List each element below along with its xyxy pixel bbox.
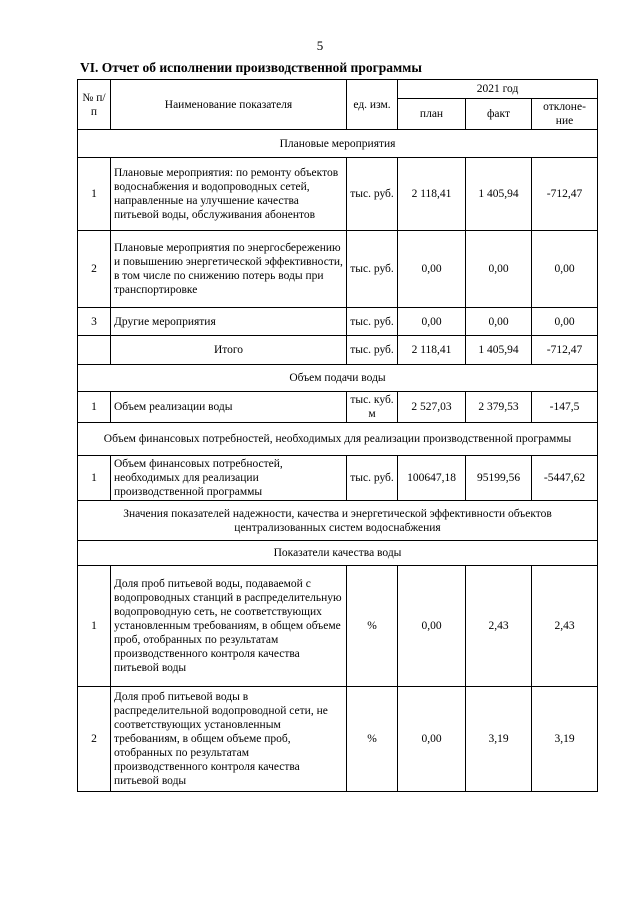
row-unit: тыс. руб. bbox=[347, 231, 398, 308]
section-title-finance: Объем финансовых потребностей, необходимых для реализации производственной программы bbox=[78, 423, 598, 456]
row-plan: 2 118,41 bbox=[398, 158, 466, 231]
table-row bbox=[78, 158, 598, 231]
row-name: Доля проб питьевой воды, подаваемой с водопроводных станций в распределительную водопроводную сеть, не соответствующих установленным требованиям, в общем объеме проб, отобранных по результатам производственного контроля качества питьевой воды bbox=[111, 566, 347, 687]
table-row-total bbox=[78, 336, 598, 365]
row-no: 1 bbox=[78, 456, 111, 501]
section-title-supply: Объем подачи воды bbox=[78, 365, 598, 392]
year-header: 2021 год bbox=[398, 80, 598, 99]
report-table bbox=[77, 79, 598, 792]
row-fact: 0,00 bbox=[466, 308, 532, 336]
row-unit: тыс. руб. bbox=[347, 336, 398, 365]
table-row bbox=[78, 687, 598, 792]
row-no: 2 bbox=[78, 231, 111, 308]
row-fact: 95199,56 bbox=[466, 456, 532, 501]
row-fact: 0,00 bbox=[466, 231, 532, 308]
row-plan: 0,00 bbox=[398, 308, 466, 336]
row-name: Итого bbox=[111, 336, 347, 365]
row-unit: тыс. руб. bbox=[347, 158, 398, 231]
row-no: 1 bbox=[78, 392, 111, 423]
row-no bbox=[78, 336, 111, 365]
row-no: 2 bbox=[78, 687, 111, 792]
row-unit: тыс. руб. bbox=[347, 456, 398, 501]
section-row bbox=[78, 423, 598, 456]
row-name: Плановые мероприятия: по ремонту объектов водоснабжения и водопроводных сетей, направленные на улучшение качества питьевой воды, обслуживания абонентов bbox=[111, 158, 347, 231]
col-no-header: № п/п bbox=[78, 80, 111, 130]
row-fact: 3,19 bbox=[466, 687, 532, 792]
row-name: Доля проб питьевой воды в распределительной водопроводной сети, не соответствующих установленным требованиям, в общем объеме проб, отобранных по результатам производственного контроля качества питьевой воды bbox=[111, 687, 347, 792]
row-dev: -147,5 bbox=[532, 392, 598, 423]
section-row bbox=[78, 501, 598, 541]
row-no: 3 bbox=[78, 308, 111, 336]
row-name: Другие мероприятия bbox=[111, 308, 347, 336]
row-dev: 0,00 bbox=[532, 308, 598, 336]
table-row bbox=[78, 566, 598, 687]
row-unit: % bbox=[347, 687, 398, 792]
row-dev: -5447,62 bbox=[532, 456, 598, 501]
row-plan: 0,00 bbox=[398, 687, 466, 792]
table-row bbox=[78, 456, 598, 501]
section-title-quality: Показатели качества воды bbox=[78, 541, 598, 566]
section-title-planned: Плановые мероприятия bbox=[78, 130, 598, 158]
row-unit: тыс. куб. м bbox=[347, 392, 398, 423]
page-number: 5 bbox=[316, 38, 324, 53]
row-dev: -712,47 bbox=[532, 336, 598, 365]
section-title-indicators: Значения показателей надежности, качества и энергетической эффективности объектов централизованных систем водоснабжения bbox=[78, 501, 598, 541]
row-fact: 1 405,94 bbox=[466, 158, 532, 231]
col-name-header: Наименование показателя bbox=[111, 80, 347, 130]
table-row bbox=[78, 231, 598, 308]
row-plan: 2 118,41 bbox=[398, 336, 466, 365]
section-row bbox=[78, 365, 598, 392]
table-row bbox=[78, 392, 598, 423]
row-name: Объем финансовых потребностей, необходимых для реализации производственной программы bbox=[111, 456, 347, 501]
row-dev: 3,19 bbox=[532, 687, 598, 792]
row-unit: тыс. руб. bbox=[347, 308, 398, 336]
table-row bbox=[78, 308, 598, 336]
col-dev-header: отклоне-ние bbox=[532, 99, 598, 130]
row-dev: -712,47 bbox=[532, 158, 598, 231]
row-unit: % bbox=[347, 566, 398, 687]
row-fact: 1 405,94 bbox=[466, 336, 532, 365]
col-fact-header: факт bbox=[466, 99, 532, 130]
row-name: Плановые мероприятия по энергосбережению и повышению энергетической эффективности, в том числе по снижению потерь воды при транспортировке bbox=[111, 231, 347, 308]
row-no: 1 bbox=[78, 158, 111, 231]
section-row bbox=[78, 130, 598, 158]
row-no: 1 bbox=[78, 566, 111, 687]
row-fact: 2,43 bbox=[466, 566, 532, 687]
section-row bbox=[78, 541, 598, 566]
row-plan: 100647,18 bbox=[398, 456, 466, 501]
row-dev: 0,00 bbox=[532, 231, 598, 308]
row-dev: 2,43 bbox=[532, 566, 598, 687]
row-plan: 0,00 bbox=[398, 566, 466, 687]
col-plan-header: план bbox=[398, 99, 466, 130]
row-name: Объем реализации воды bbox=[111, 392, 347, 423]
col-unit-header: ед. изм. bbox=[347, 80, 398, 130]
row-plan: 0,00 bbox=[398, 231, 466, 308]
row-plan: 2 527,03 bbox=[398, 392, 466, 423]
section-title: VI. Отчет об исполнении производственной программы bbox=[80, 60, 422, 75]
header-row bbox=[78, 80, 598, 99]
row-fact: 2 379,53 bbox=[466, 392, 532, 423]
